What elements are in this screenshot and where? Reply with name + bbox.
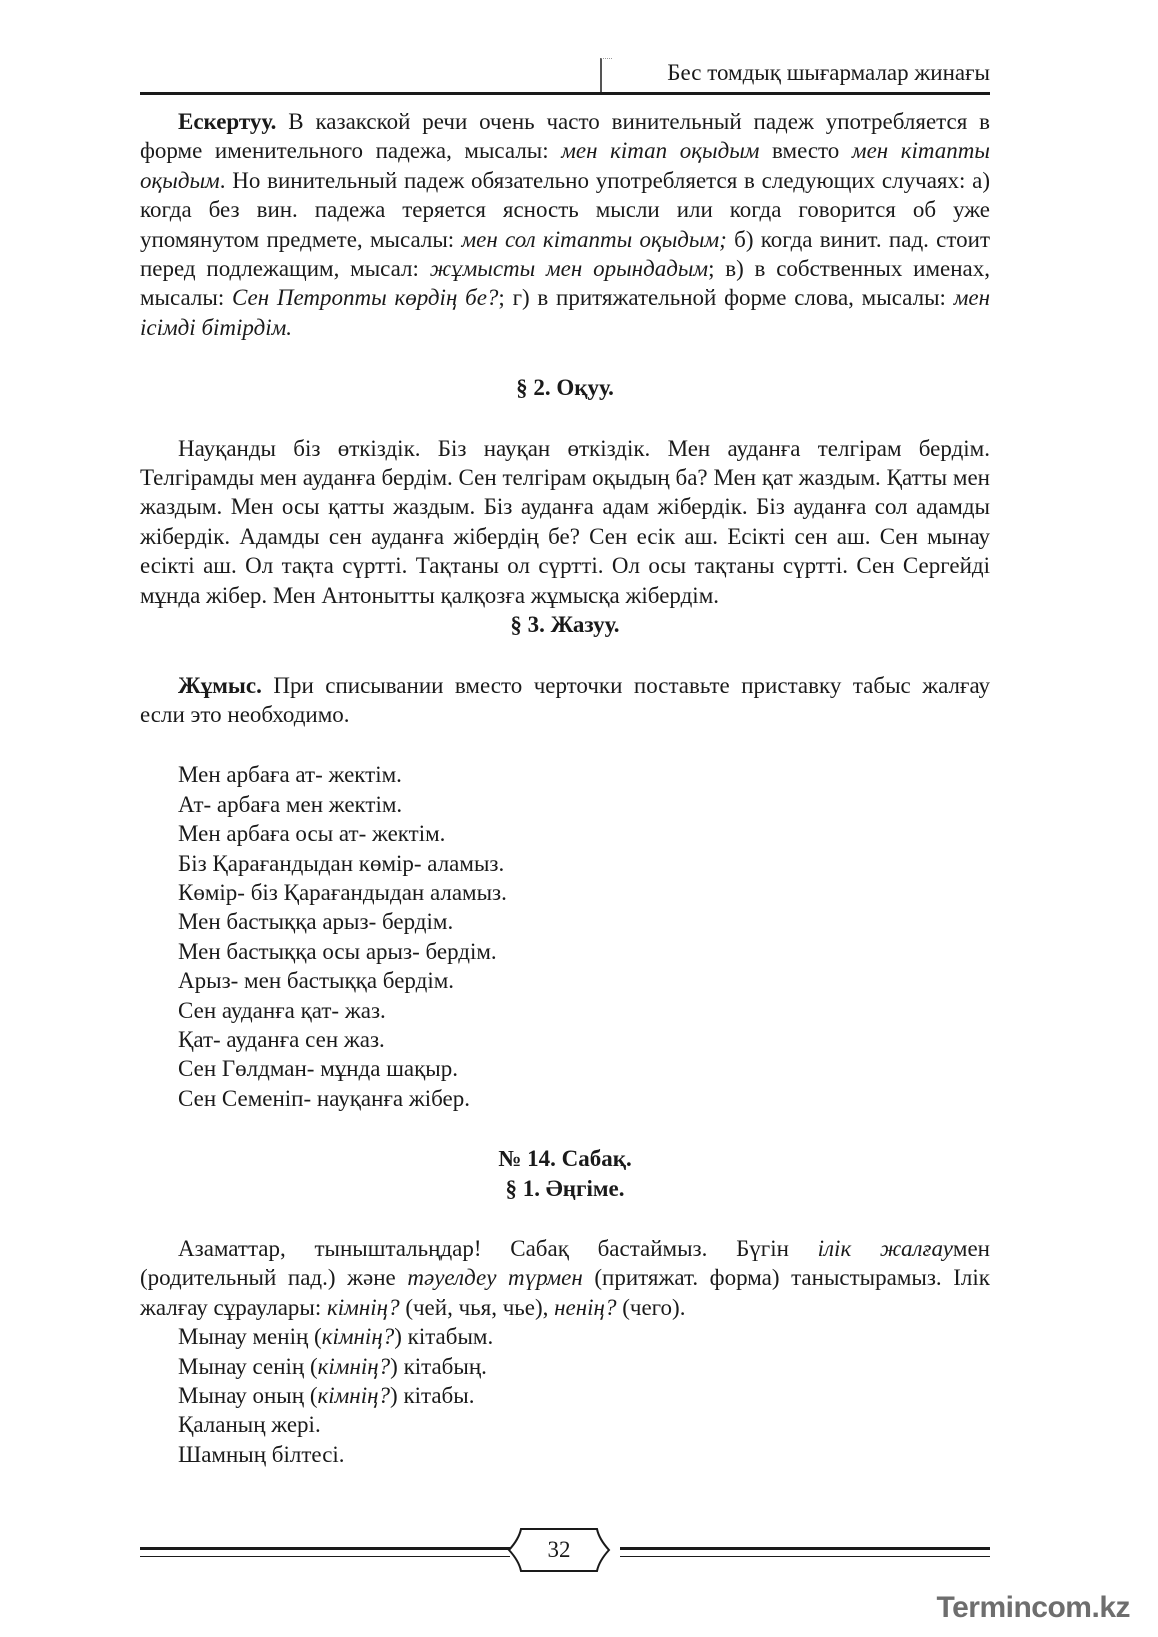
lesson-text: мен (родительный пад.) және xyxy=(140,1236,990,1291)
exercise-line: Ат- арбаға мен жектім. xyxy=(178,791,403,817)
note-example: мен кітап оқыдым xyxy=(561,138,760,164)
note-text: б) когда винит. пад. стоит перед подлежащим, мысал: xyxy=(140,226,990,282)
spacer xyxy=(140,729,990,760)
spacer xyxy=(140,1203,990,1234)
example-text: ) кітабы. xyxy=(390,1383,475,1409)
note-example: мен сол кітапты оқыдым; xyxy=(461,226,727,252)
note-example: мен ісімді бітірдім. xyxy=(140,285,990,340)
example-text: Мынау менің ( xyxy=(178,1324,322,1350)
note-text: вместо xyxy=(759,138,852,164)
note-text: . Но винительный падеж обязательно употребляется в следующих случаях: а) когда без вин. падежа теряется ясность мысли или когда говорится об уже упомянутом предмете, мысалы: xyxy=(140,167,990,252)
exercise-line: Көмір- біз Қарағандыдан аламыз. xyxy=(178,879,507,905)
exercise-line: Арыз- мен бастыққа бердім. xyxy=(178,968,455,994)
note-example: жұмысты мен орындадым xyxy=(429,256,709,282)
task-label: Жұмыс. xyxy=(178,672,262,698)
example-text: ) кітабың. xyxy=(390,1353,487,1379)
spacer xyxy=(140,403,990,434)
lesson-text: (чего). xyxy=(616,1294,686,1320)
page-number: 32 xyxy=(547,1537,571,1562)
page-number-frame xyxy=(507,1527,611,1573)
example-line: Қаланың жері. xyxy=(178,1412,321,1438)
header-rule xyxy=(140,92,990,95)
running-header xyxy=(140,48,990,96)
example-line xyxy=(140,1352,990,1381)
header-bracket-ornament xyxy=(600,58,612,93)
lesson-heading: № 14. Сабақ. xyxy=(498,1146,632,1172)
exercise-line: Сен Гөлдман- мұнда шақыр. xyxy=(178,1056,459,1082)
exercise-line: Біз Қарағандыдан көмір- аламыз. xyxy=(178,850,505,876)
note-text: В казакской речи очень часто винительный падеж употребляется в форме именительного падежа, мысалы: xyxy=(140,109,990,164)
spacer xyxy=(140,342,990,373)
exercise-line: Сен Семеніп- науқанға жібер. xyxy=(178,1085,470,1111)
page-content xyxy=(140,107,990,1469)
note-text: ; г) в притяжательной форме слова, мысалы: xyxy=(498,285,954,311)
exercise-line: Сен ауданға қат- жаз. xyxy=(178,997,386,1023)
watermark-logo: Termincom.kz xyxy=(936,1591,1130,1624)
reading-paragraph: Науқанды біз өткіздік. Біз науқан өткіздік. Мен ауданға телгірам бердім. Телгірамды мен ауданға бердім. Сен телгірам оқыдың ба? Мен қат жаздым. Қатты мен жаздым. Мен осы қатты жаздым. Біз ауданға адам жібердік. Біз ауданға сол адамды жібердік. Адамды сен ауданға жібердің бе? Сен есік аш. Есікті сен аш. Сен мынау есікті аш. Ол тақта сүртті. Тақтаны ол сүртті. Ол осы тақтаны сүртті. Сен Сергейді мұнда жібер. Мен Антонытты қалқозға жұмысқа жібердім. xyxy=(140,435,990,608)
section-heading-reading: § 2. Оқуу. xyxy=(516,375,614,401)
exercise-line: Мен арбаға ат- жектім. xyxy=(178,762,402,788)
task-paragraph xyxy=(140,671,990,730)
task-text: При списывании вместо черточки поставьте приставку табыс жалғау если это необходимо. xyxy=(140,672,990,727)
note-example: Сен Петропты көрдің бе? xyxy=(232,285,499,311)
footer-rule-left xyxy=(140,1547,510,1557)
example-line: Шамның білтесі. xyxy=(178,1441,345,1467)
spacer xyxy=(140,1113,990,1144)
exercise-line: Мен бастыққа осы арыз- бердім. xyxy=(178,938,497,964)
example-text: Мынау оның ( xyxy=(178,1383,318,1409)
spacer xyxy=(140,640,990,671)
lesson-term: ненің? xyxy=(554,1294,617,1320)
lesson-text: (притяжат. форма) таныстырамыз. Ілік жалғау сұраулары: xyxy=(140,1265,990,1320)
note-text: ; в) в собственных именах, мысалы: xyxy=(140,256,990,311)
exercise-line: Мен бастыққа арыз- бердім. xyxy=(178,909,454,935)
footer-rule-right xyxy=(620,1547,990,1557)
lesson-paragraph xyxy=(140,1234,990,1322)
section-heading-talk: § 1. Әңгіме. xyxy=(505,1175,625,1201)
exercise-lines xyxy=(140,760,990,1113)
example-text: ) кітабым. xyxy=(394,1324,494,1350)
example-line xyxy=(140,1322,990,1351)
example-question: кімнің? xyxy=(321,1324,395,1350)
example-line xyxy=(140,1381,990,1410)
example-text: Мынау сенің ( xyxy=(178,1353,318,1379)
note-paragraph xyxy=(140,107,990,342)
lesson-term: тәуелдеу түрмен xyxy=(407,1265,583,1291)
example-question: кімнің? xyxy=(317,1383,391,1409)
note-label: Ескертуу. xyxy=(178,109,277,134)
lesson-term: кімнің? xyxy=(327,1294,400,1320)
running-header-title: Бес томдық шығармалар жинағы xyxy=(667,60,990,85)
note-example: мен кітапты оқыдым xyxy=(140,138,990,193)
example-question: кімнің? xyxy=(317,1353,391,1379)
exercise-line: Мен арбаға осы ат- жектім. xyxy=(178,821,446,847)
lesson-term: ілік жалғау xyxy=(817,1236,953,1261)
page-footer xyxy=(140,1523,990,1579)
section-heading-writing: § 3. Жазуу. xyxy=(510,612,620,638)
lesson-text: (чей, чья, чье), xyxy=(399,1294,555,1320)
lesson-text: Азаматтар, тыныштальңдар! Сабақ бастаймыз. Бүгін xyxy=(178,1236,818,1261)
exercise-line: Қат- ауданға сен жаз. xyxy=(178,1026,385,1052)
